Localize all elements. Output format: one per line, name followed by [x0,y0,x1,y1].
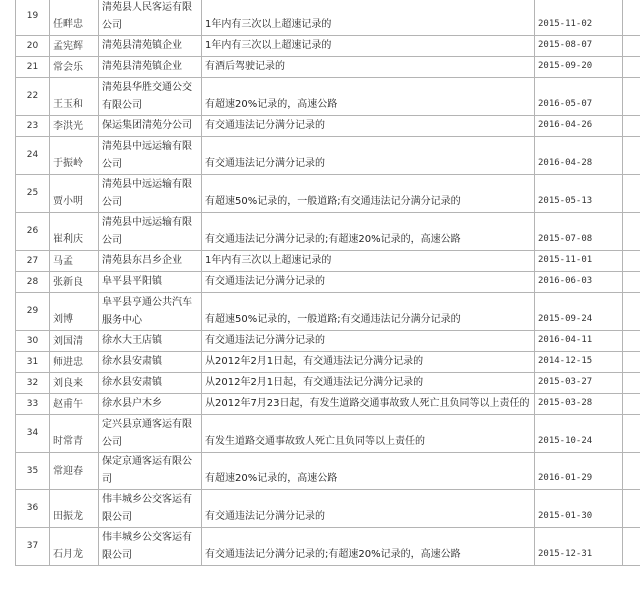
blank-cell [623,490,640,528]
driver-name: 刘博 [50,293,99,331]
driver-name: 赵甫午 [50,394,99,415]
violation-record: 有发生道路交通事故致人死亡且负同等以上责任的 [202,415,535,453]
blank-cell [623,394,640,415]
company-name: 保运集团清苑分公司 [99,116,202,137]
table-row [16,352,640,373]
table-row [16,453,640,490]
blank-cell [623,331,640,352]
row-number: 32 [16,373,50,394]
company-name: 徐水大王店镇 [99,331,202,352]
record-date: 2016-01-29 [535,453,623,490]
table-row [16,490,640,528]
violation-record: 有交通违法记分满分记录的;有超速20%记录的，高速公路 [202,213,535,251]
table-row [16,57,640,78]
row-number: 23 [16,116,50,137]
record-date: 2015-11-01 [535,251,623,272]
table-row [16,415,640,453]
blank-cell [623,78,640,116]
table-row [16,272,640,293]
row-number: 24 [16,137,50,175]
record-date: 2015-08-07 [535,36,623,57]
driver-name: 孟宪辉 [50,36,99,57]
blank-cell [623,272,640,293]
record-date: 2015-07-08 [535,213,623,251]
row-number: 19 [16,0,50,36]
blank-cell [623,116,640,137]
blank-cell [623,352,640,373]
table-row [16,331,640,352]
blank-cell [623,175,640,213]
company-name: 伟丰城乡公交客运有限公司 [99,490,202,528]
record-date: 2014-12-15 [535,352,623,373]
violation-record: 有酒后驾驶记录的 [202,57,535,78]
company-name: 清苑县中远运输有限公司 [99,137,202,175]
violation-record: 有超速20%记录的，高速公路 [202,453,535,490]
driver-name: 王玉和 [50,78,99,116]
blank-cell [623,453,640,490]
driver-name: 李洪光 [50,116,99,137]
row-number: 27 [16,251,50,272]
table-row [16,213,640,251]
record-date: 2015-01-30 [535,490,623,528]
row-number: 29 [16,293,50,331]
driver-name: 师进忠 [50,352,99,373]
row-number: 30 [16,331,50,352]
violation-record: 1年内有三次以上超速记录的 [202,36,535,57]
record-date: 2015-12-31 [535,528,623,566]
company-name: 清苑县人民客运有限公司 [99,0,202,36]
driver-name: 任畔忠 [50,0,99,36]
driver-name: 常会乐 [50,57,99,78]
row-number: 37 [16,528,50,566]
company-name: 清苑县中远运输有限公司 [99,175,202,213]
company-name: 清苑县清苑镇企业 [99,36,202,57]
driver-name: 刘良来 [50,373,99,394]
row-number: 28 [16,272,50,293]
record-date: 2016-04-28 [535,137,623,175]
violation-record: 从2012年2月1日起，有交通违法记分满分记录的 [202,373,535,394]
company-name: 阜平县平阳镇 [99,272,202,293]
violation-record: 有交通违法记分满分记录的 [202,116,535,137]
company-name: 阜平县亨通公共汽车服务中心 [99,293,202,331]
record-date: 2015-03-28 [535,394,623,415]
row-number: 36 [16,490,50,528]
record-date: 2016-06-03 [535,272,623,293]
blank-cell [623,213,640,251]
row-number: 34 [16,415,50,453]
driver-name: 时常青 [50,415,99,453]
record-date: 2015-09-20 [535,57,623,78]
driver-name: 贾小明 [50,175,99,213]
blank-cell [623,373,640,394]
blank-cell [623,415,640,453]
driver-name: 张新良 [50,272,99,293]
row-number: 31 [16,352,50,373]
company-name: 徐水县户木乡 [99,394,202,415]
table-row [16,116,640,137]
violation-record: 有交通违法记分满分记录的 [202,272,535,293]
violation-record: 1年内有三次以上超速记录的 [202,0,535,36]
driver-name: 常迎春 [50,453,99,490]
table-row [16,528,640,566]
row-number: 35 [16,453,50,490]
table-row [16,175,640,213]
company-name: 伟丰城乡公交客运有限公司 [99,528,202,566]
table-row [16,137,640,175]
violation-record: 有交通违法记分满分记录的 [202,490,535,528]
driver-name: 马孟 [50,251,99,272]
record-date: 2015-11-02 [535,0,623,36]
company-name: 清苑县华胜交通公交有限公司 [99,78,202,116]
record-date: 2016-04-26 [535,116,623,137]
record-date: 2016-04-11 [535,331,623,352]
blank-cell [623,293,640,331]
driver-name: 石月龙 [50,528,99,566]
blank-cell [623,0,640,36]
driver-name: 田振龙 [50,490,99,528]
driver-name: 于振岭 [50,137,99,175]
table-row [16,36,640,57]
blank-cell [623,36,640,57]
table-row [16,394,640,415]
record-date: 2015-05-13 [535,175,623,213]
row-number: 20 [16,36,50,57]
company-name: 定兴县京通客运有限公司 [99,415,202,453]
record-date: 2015-09-24 [535,293,623,331]
blank-cell [623,528,640,566]
table-row [16,78,640,116]
driver-name: 刘国清 [50,331,99,352]
violation-record: 有超速50%记录的，一般道路;有交通违法记分满分记录的 [202,293,535,331]
violation-record: 有交通违法记分满分记录的 [202,331,535,352]
company-name: 徐水县安肃镇 [99,373,202,394]
company-name: 保定京通客运有限公司 [99,453,202,490]
driver-record-table [15,0,640,566]
company-name: 清苑县清苑镇企业 [99,57,202,78]
driver-name: 崔利庆 [50,213,99,251]
table-row [16,373,640,394]
violation-record: 从2012年7月23日起，有发生道路交通事故致人死亡且负同等以上责任的 [202,394,535,415]
company-name: 清苑县中远运输有限公司 [99,213,202,251]
row-number: 26 [16,213,50,251]
record-date: 2015-10-24 [535,415,623,453]
violation-record: 有超速20%记录的，高速公路 [202,78,535,116]
table-row [16,251,640,272]
company-name: 徐水县安肃镇 [99,352,202,373]
row-number: 21 [16,57,50,78]
violation-record: 有超速50%记录的，一般道路;有交通违法记分满分记录的 [202,175,535,213]
table-body [16,0,640,566]
row-number: 22 [16,78,50,116]
company-name: 清苑县东吕乡企业 [99,251,202,272]
row-number: 33 [16,394,50,415]
violation-record: 有交通违法记分满分记录的;有超速20%记录的，高速公路 [202,528,535,566]
record-date: 2015-03-27 [535,373,623,394]
violation-record: 1年内有三次以上超速记录的 [202,251,535,272]
record-date: 2016-05-07 [535,78,623,116]
blank-cell [623,251,640,272]
table-row [16,0,640,36]
violation-record: 有交通违法记分满分记录的 [202,137,535,175]
row-number: 25 [16,175,50,213]
blank-cell [623,57,640,78]
table-row [16,293,640,331]
blank-cell [623,137,640,175]
violation-record: 从2012年2月1日起，有交通违法记分满分记录的 [202,352,535,373]
